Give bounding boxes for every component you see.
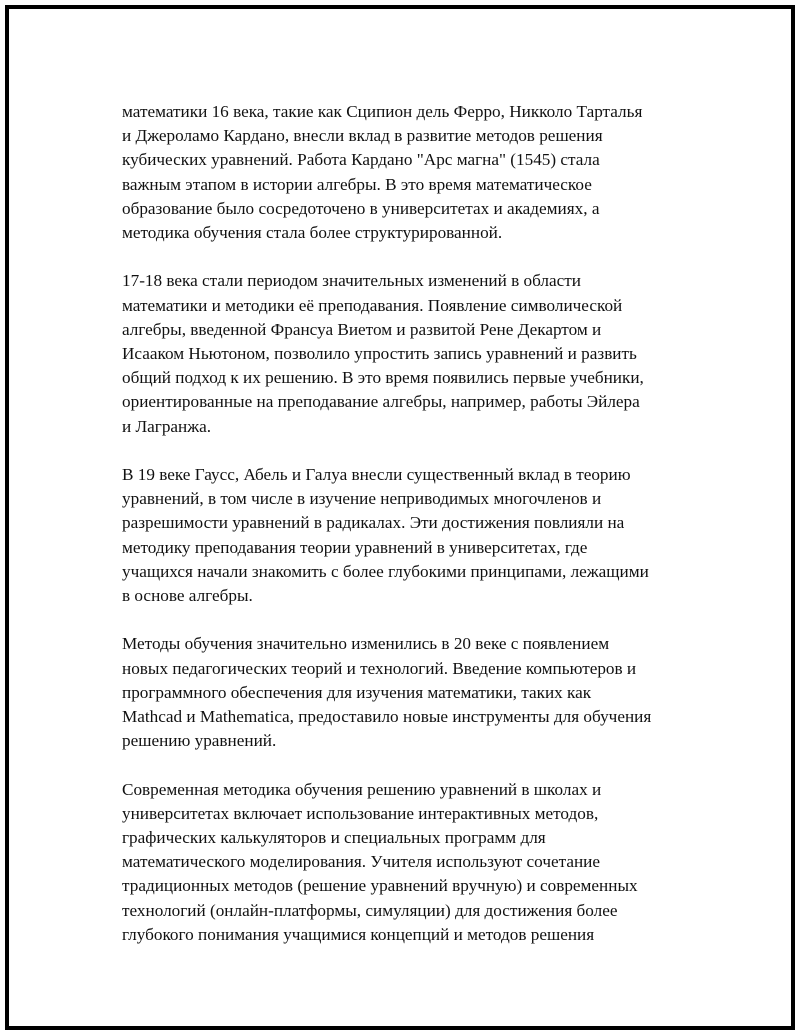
text-line: методика обучения стала более структурированной. <box>122 223 503 243</box>
text-line: учащихся начали знакомить с более глубокими принципами, лежащими <box>122 561 649 581</box>
text-line: программного обеспечения для изучения математики, таких как <box>122 682 592 702</box>
text-line: общий подход к их решению. В это время появились первые учебники, <box>122 368 644 388</box>
text-line: Исааком Ньютоном, позволило упростить запись уравнений и развить <box>122 344 637 364</box>
text-line: в основе алгебры. <box>122 586 253 606</box>
text-line: традиционных методов (решение уравнений вручную) и современных <box>122 876 638 896</box>
paragraph <box>122 269 702 438</box>
document-body <box>122 100 702 971</box>
text-line: разрешимости уравнений в радикалах. Эти достижения повлияли на <box>122 513 625 533</box>
page-frame <box>5 5 795 1030</box>
text-line: новых педагогических теорий и технологий. Введение компьютеров и <box>122 658 637 678</box>
text-line: графических калькуляторов и специальных программ для <box>122 828 546 848</box>
text-line: Современная методика обучения решению уравнений в школах и <box>122 779 602 799</box>
text-line: образование было сосредоточено в университетах и академиях, а <box>122 198 600 218</box>
text-line: уравнений, в том числе в изучение неприводимых многочленов и <box>122 489 602 509</box>
text-line: 17-18 века стали периодом значительных изменений в области <box>122 271 581 291</box>
text-line: математики и методики её преподавания. Появление символической <box>122 295 623 315</box>
text-line: Методы обучения значительно изменились в 20 веке с появлением <box>122 634 610 654</box>
text-line: ориентированные на преподавание алгебры, например, работы Эйлера <box>122 392 640 412</box>
text-line: решению уравнений. <box>122 731 277 751</box>
text-line: Mathcad и Mathematica, предоставило новые инструменты для обучения <box>122 707 652 727</box>
paragraph <box>122 100 702 245</box>
text-line: и Лагранжа. <box>122 416 212 436</box>
text-line: алгебры, введенной Франсуа Виетом и развитой Рене Декартом и <box>122 319 602 339</box>
text-line: кубических уравнений. Работа Кардано "Арс магна" (1545) стала <box>122 150 600 170</box>
text-line: технологий (онлайн-платформы, симуляции) для достижения более <box>122 900 618 920</box>
text-line: университетах включает использование интерактивных методов, <box>122 803 599 823</box>
text-line: математического моделирования. Учителя используют сочетание <box>122 852 600 872</box>
paragraph <box>122 778 702 947</box>
text-line: В 19 веке Гаусс, Абель и Галуа внесли существенный вклад в теорию <box>122 465 631 485</box>
text-line: важным этапом в истории алгебры. В это время математическое <box>122 174 592 194</box>
text-line: методику преподавания теории уравнений в университетах, где <box>122 537 588 557</box>
text-line: математики 16 века, такие как Сципион дель Ферро, Никколо Тарталья <box>122 102 643 121</box>
text-line: и Джероламо Кардано, внесли вклад в развитие методов решения <box>122 126 603 146</box>
text-line: глубокого понимания учащимися концепций и методов решения <box>122 924 595 944</box>
paragraph <box>122 632 702 753</box>
paragraph <box>122 463 702 608</box>
